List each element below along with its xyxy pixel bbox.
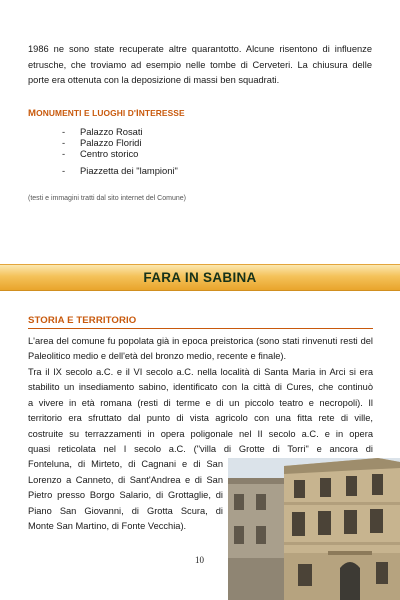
monuments-heading-part2: NTERESSE (138, 108, 185, 118)
paragraph-line: quasi reticolata nel I secolo a.C. ("villa di Grotte di Torri" e ancora di (28, 444, 373, 455)
paragraph-line: Tra il IX secolo a.C. e il VI secolo a.C. nella località di Santa Maria in Arci si era (28, 367, 373, 377)
list-item (62, 165, 178, 176)
bullet-dash: - (62, 126, 66, 137)
heading-underline (28, 328, 373, 329)
list-item-label: Centro storico (80, 148, 139, 160)
storia-heading: STORIA E TERRITORIO (28, 315, 137, 326)
list-item (62, 148, 178, 159)
monuments-heading-apostrophe: ' (133, 108, 136, 118)
paragraph-line: stabilito un insediamento sabino, identificato con la città di Cures, che continuò (28, 382, 373, 393)
list-item-label: Palazzo Floridi (80, 137, 142, 149)
paragraph-line: Pietro presso Borgo Salario, di Grottaglie, di (28, 490, 223, 501)
paragraph-line: Monte San Martino, di Fonte Vecchia). (28, 521, 187, 532)
list-item-label: Piazzetta dei "lampioni" (80, 164, 178, 176)
paragraph-line: territorio era sfruttato dal punto di vista agricolo con una fitta rete di ville, (28, 413, 373, 424)
bullet-dash: - (62, 148, 66, 160)
section-banner (0, 264, 400, 291)
source-credit: (testi e immagini tratti dal sito internet del Comune) (28, 195, 186, 202)
paragraph-line: Fonteluna, di Mirteto, di Cagnani e di San (28, 459, 223, 470)
monuments-heading (28, 108, 185, 119)
bullet-dash: - (62, 164, 66, 176)
list-item (62, 126, 178, 137)
paragraph-line: Lorenzo a Canneto, di Sant'Andrea e di San (28, 474, 223, 485)
storia-paragraph-1: L'area del comune fu popolata già in epoca preistorica (sono stati rinvenuti resti del Paleolitico medio e dell'età del bronzo medio, recente e finale). (28, 336, 373, 362)
banner-title: FARA IN SABINA (143, 270, 257, 285)
monuments-list (62, 126, 178, 176)
photo-illustration (228, 458, 400, 600)
list-item (62, 137, 178, 148)
intro-paragraph: 1986 ne sono state recuperate altre quarantotto. Alcune risentono di influenze etrusche, che troviamo ad esempio nelle tombe di Cerveteri. La chiusura delle porte era ottenuta con la deposizione di massi ben squadrati. (28, 44, 372, 85)
page-number: 10 (195, 555, 204, 565)
monuments-heading-part1: ONUMENTI E LUOGHI D (36, 108, 134, 118)
paragraph-line: a vivere in età romana (resti di terme e di un piccolo teatro e necropoli). Il (28, 397, 373, 408)
paragraph-line: Piano San Giovanni, di Grotta Scura, di (28, 505, 223, 516)
list-item-label: Palazzo Rosati (80, 126, 143, 137)
monuments-heading-initial: M (28, 108, 37, 119)
monuments-heading-initial-2: I (135, 108, 139, 119)
paragraph-line: costruite su terrazzamenti in opera poligonale nel II secolo a.C. e in opera (28, 428, 373, 439)
town-building-photo (228, 458, 400, 600)
bullet-dash: - (62, 137, 66, 149)
